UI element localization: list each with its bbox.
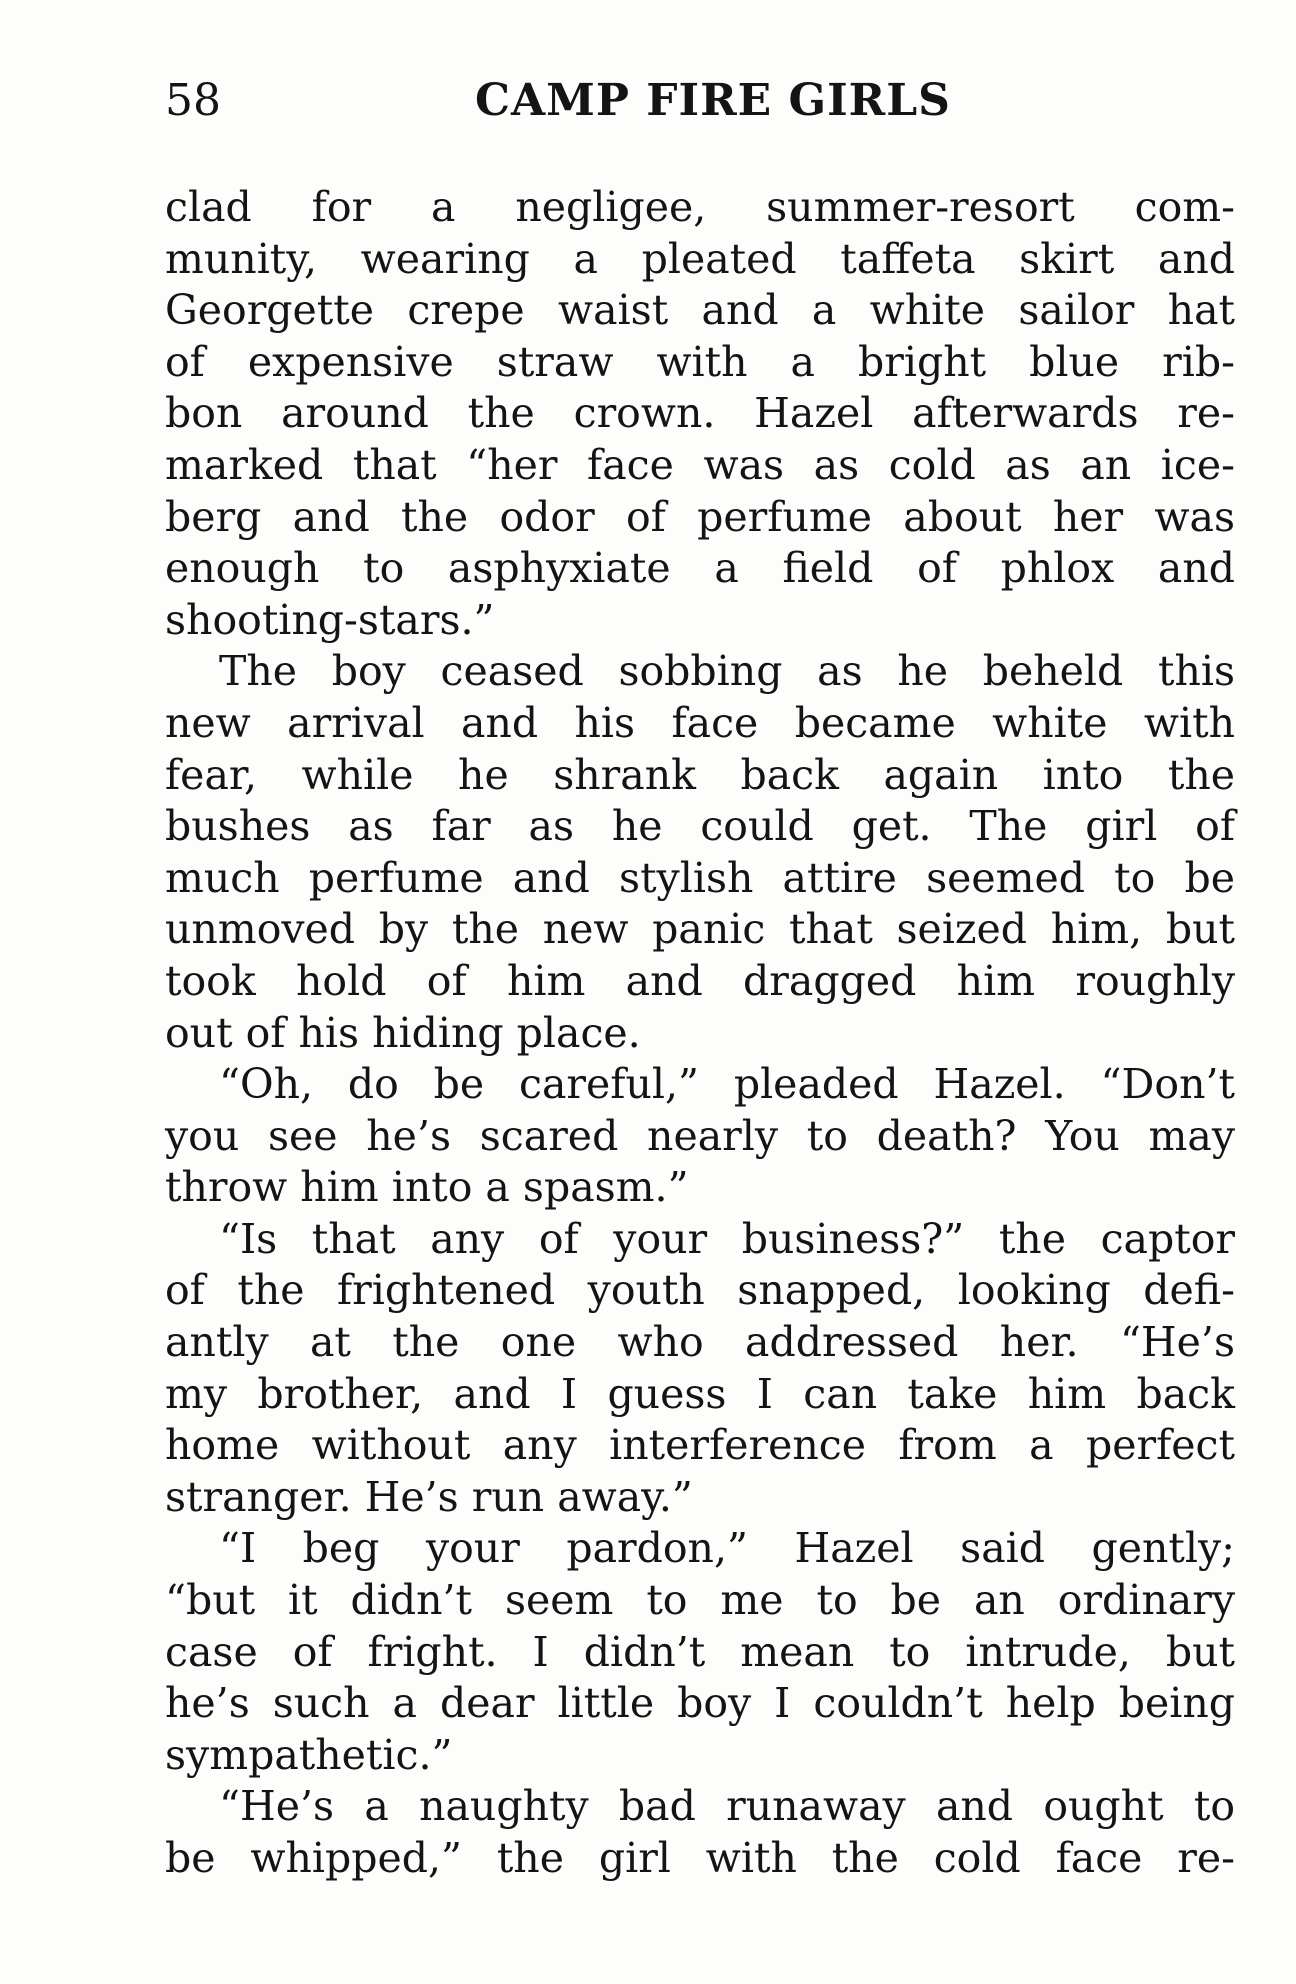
text-line: throw him into a spasm.”	[165, 1163, 689, 1212]
page-number: 58	[165, 75, 221, 126]
text-line: home without any interference from a perfect	[165, 1421, 1235, 1470]
text-line: case of fright. I didn’t mean to intrude, but	[165, 1627, 1235, 1676]
text-line: marked that “her face was as cold as an ice-	[165, 440, 1235, 489]
text-line: much perfume and stylish attire seemed to be	[165, 853, 1235, 902]
text-line: “Oh, do be careful,” pleaded Hazel. “Don’t	[219, 1060, 1235, 1109]
text-line: “I beg your pardon,” Hazel said gently;	[219, 1524, 1235, 1573]
text-line: The boy ceased sobbing as he beheld this	[219, 647, 1235, 696]
text-line: of expensive straw with a bright blue rib-	[165, 337, 1235, 386]
text-line: stranger. He’s run away.”	[165, 1472, 693, 1521]
body-text	[165, 182, 1235, 1885]
text-line: took hold of him and dragged him roughly	[165, 956, 1235, 1005]
text-line: new arrival and his face became white with	[165, 698, 1235, 747]
text-line: unmoved by the new panic that seized him, but	[165, 905, 1235, 954]
text-line: bon around the crown. Hazel afterwards re-	[165, 389, 1235, 438]
running-title: CAMP FIRE GIRLS	[475, 75, 951, 126]
text-line: he’s such a dear little boy I couldn’t help being	[165, 1679, 1235, 1728]
text-line: “He’s a naughty bad runaway and ought to	[219, 1782, 1235, 1831]
text-line: be whipped,” the girl with the cold face re-	[165, 1834, 1235, 1882]
text-line: out of his hiding place.	[165, 1008, 641, 1057]
text-line: munity, wearing a pleated taffeta skirt and	[165, 234, 1235, 283]
page-header	[165, 66, 1035, 136]
text-line: “but it didn’t seem to me to be an ordinary	[165, 1576, 1235, 1625]
text-line: clad for a negligee, summer-resort com-	[165, 183, 1235, 231]
text-line: enough to asphyxiate a field of phlox and	[165, 544, 1235, 593]
text-line: of the frightened youth snapped, looking defi-	[165, 1266, 1235, 1315]
text-line: shooting-stars.”	[165, 595, 495, 644]
text-line: fear, while he shrank back again into the	[165, 750, 1235, 799]
text-line: Georgette crepe waist and a white sailor hat	[165, 286, 1235, 335]
text-line: you see he’s scared nearly to death? You may	[165, 1111, 1235, 1160]
text-line: my brother, and I guess I can take him back	[165, 1369, 1235, 1418]
text-line: bushes as far as he could get. The girl of	[165, 802, 1235, 851]
text-line: sympathetic.”	[165, 1730, 453, 1779]
text-line: antly at the one who addressed her. “He’s	[165, 1318, 1235, 1367]
text-line: berg and the odor of perfume about her was	[165, 492, 1235, 541]
text-line: “Is that any of your business?” the captor	[219, 1214, 1235, 1263]
